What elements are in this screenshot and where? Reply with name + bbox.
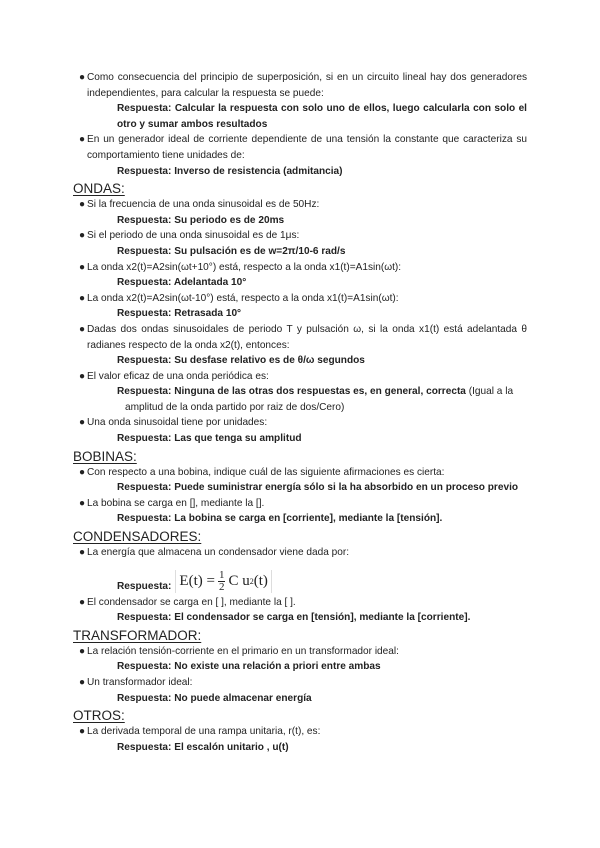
section-title-bobinas: BOBINAS: — [73, 448, 137, 464]
bullet-icon: ● — [79, 547, 86, 559]
question: ● El valor eficaz de una onda periódica es: — [73, 369, 527, 385]
section-title-ondas: ONDAS: — [73, 181, 125, 197]
bullet-icon: ● — [79, 72, 86, 83]
answer-note-continued: amplitud de la onda partido por raiz de dos/Cero) — [125, 401, 345, 413]
question: ● Con respecto a una bobina, indique cuál de las siguiente afirmaciones es cierta: — [73, 465, 527, 481]
bullet-icon: ● — [79, 199, 86, 211]
answer: Respuesta: Calcular la respuesta con solo uno de ellos, luego calcularla con solo el otro y sumar ambos resultados — [117, 103, 527, 130]
bullet-icon: ● — [79, 323, 86, 335]
answer: Respuesta: El condensador se carga en [tensión], mediante la [corriente]. — [117, 612, 471, 624]
question: ● Dadas dos ondas sinusoidales de periodo T y pulsación ω, si la onda x1(t) está adelantada θ radianes respecto de la onda x2(t), entonces: — [79, 323, 527, 351]
section-title-otros: OTROS: — [73, 708, 125, 724]
energy-formula — [175, 570, 271, 593]
answer: Respuesta: La bobina se carga en [corriente], mediante la [tensión]. — [117, 513, 443, 525]
formula-exponent: 2 — [249, 576, 254, 586]
question: ● La bobina se carga en [], mediante la []. — [73, 496, 527, 512]
bullet-icon: ● — [79, 261, 86, 273]
answer: Respuesta: Puede suministrar energía sólo si la ha absorbido en un proceso previo — [117, 482, 519, 494]
question: ● La onda x2(t)=A2sin(ωt+10°) está, respecto a la onda x1(t)=A1sin(ωt): — [73, 260, 527, 276]
answer-label: Respuesta: — [117, 581, 172, 593]
bullet-icon: ● — [79, 466, 86, 478]
answer-formula-row — [117, 561, 527, 595]
question: ● Como consecuencia del principio de superposición, si en un circuito lineal hay dos generadores independientes, para calcular la respuesta se puede: — [79, 72, 527, 99]
bullet-icon: ● — [79, 417, 86, 429]
question: ● La onda x2(t)=A2sin(ωt-10°) está, respecto a la onda x1(t)=A1sin(ωt): — [73, 291, 527, 307]
answer: Respuesta: No puede almacenar energía — [117, 692, 312, 704]
formula-fraction — [218, 570, 226, 593]
bullet-icon: ● — [79, 726, 86, 738]
bullet-icon: ● — [79, 370, 86, 382]
question: ● La derivada temporal de una rampa unitaria, r(t), es: — [73, 724, 527, 740]
formula-rhs: C u — [228, 572, 250, 589]
question: ● Un transformador ideal: — [73, 675, 527, 691]
question: ● La relación tensión-corriente en el primario en un transformador ideal: — [73, 644, 527, 660]
bullet-icon: ● — [79, 645, 86, 657]
question: ● La energía que almacena un condensador viene dada por: — [73, 545, 527, 561]
section-title-condensadores: CONDENSADORES: — [73, 529, 202, 545]
formula-denominator: 2 — [218, 580, 225, 593]
answer: Respuesta: Su desfase relativo es de θ/ω segundos — [117, 355, 365, 367]
question: ● Si el periodo de una onda sinusoidal es de 1μs: — [73, 228, 527, 244]
answer: Respuesta: Su periodo es de 20ms — [117, 214, 285, 226]
question: ● El condensador se carga en [ ], mediante la [ ]. — [73, 595, 527, 611]
answer: Respuesta: Ninguna de las otras dos respuestas es, en general, correcta (Igual a la amplitud de la onda partido por raiz de dos/Cero) — [117, 384, 527, 415]
question: ● Una onda sinusoidal tiene por unidades: — [73, 415, 527, 431]
formula-lhs: E(t) = — [179, 572, 215, 589]
question: ● Si la frecuencia de una onda sinusoidal es de 50Hz: — [73, 197, 527, 213]
answer: Respuesta: Su pulsación es de w=2π/10-6 rad/s — [117, 245, 346, 257]
question: ● En un generador ideal de corriente dependiente de una tensión la constante que caracteriza su comportamiento tiene unidades de: — [79, 134, 527, 161]
answer: Respuesta: Adelantada 10° — [117, 277, 247, 289]
answer-note: (Igual a la — [465, 386, 514, 398]
answer: Respuesta: Inverso de resistencia (admitancia) — [117, 165, 343, 177]
section-title-transformador: TRANSFORMADOR: — [73, 627, 202, 643]
answer: Respuesta: Las que tenga su amplitud — [117, 433, 302, 445]
document-content — [73, 70, 527, 755]
formula-tail: (t) — [253, 572, 268, 589]
bullet-icon: ● — [79, 677, 86, 688]
bullet-icon: ● — [79, 134, 86, 146]
answer: Respuesta: No existe una relación a priori entre ambas — [117, 661, 381, 673]
bullet-icon: ● — [79, 292, 86, 304]
answer: Respuesta: Retrasada 10° — [117, 308, 242, 320]
bullet-icon: ● — [79, 230, 86, 242]
bullet-icon: ● — [79, 497, 86, 509]
answer: Respuesta: El escalón unitario , u(t) — [117, 741, 289, 753]
bullet-icon: ● — [79, 596, 86, 608]
formula-numerator: 1 — [218, 568, 225, 581]
